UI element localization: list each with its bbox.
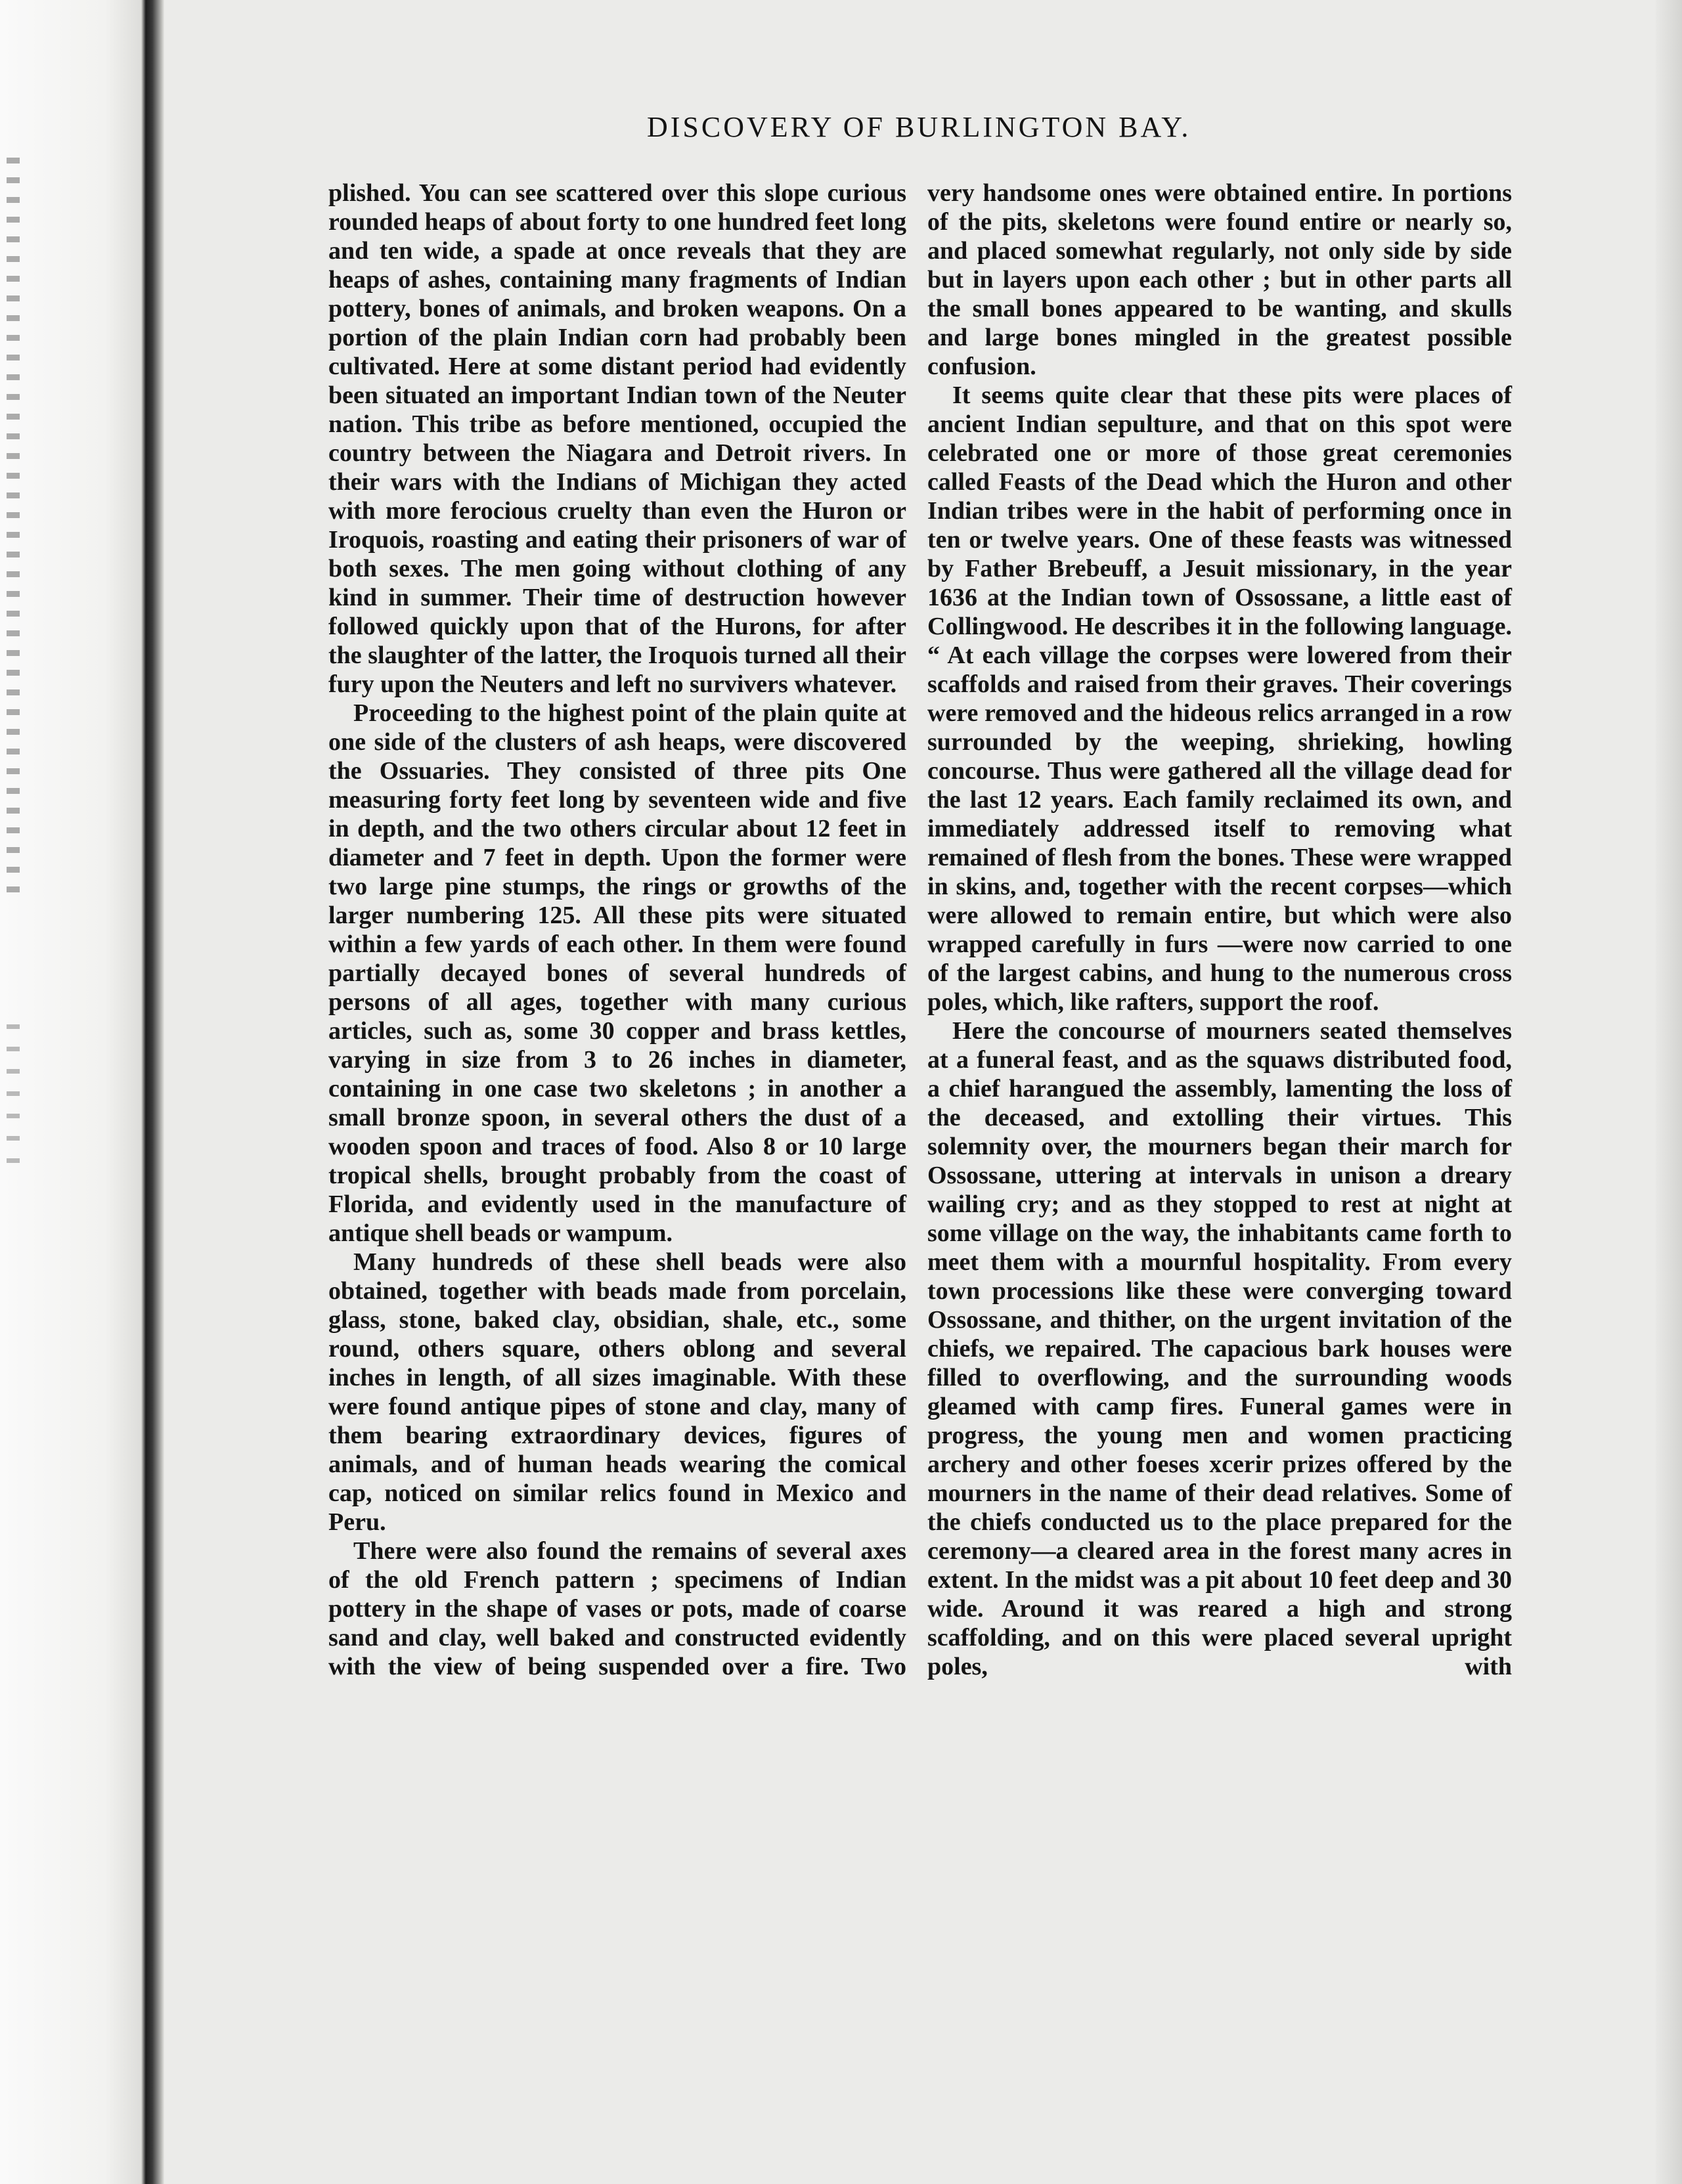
right-paragraph-1: very handsome ones were obtained entire. In portions of the pits, skeletons were found entire or nearly so, and placed somewhat regularly, not only side by side but in layers upon each other ; but in other parts all the small bones appeared to be wanting, and skulls and large bones mingled in the greatest possible confusion.: [927, 179, 1512, 380]
right-column: [927, 179, 1512, 1681]
page-right-edge: [1656, 0, 1682, 2184]
running-head: DISCOVERY OF BURLINGTON BAY.: [647, 111, 1191, 143]
gutter-marks-lower: [7, 1024, 20, 1169]
left-paragraph-2: Proceeding to the highest point of the plain quite at one side of the clusters of ash heaps, were discovered the Ossuaries. They consisted of three pits One measuring forty feet long by seventeen wide and five in depth, and the two others circular about 12 feet in diameter and 7 feet in depth. Upon the former were two large pine stumps, the rings or growths of the larger numbering 125. All these pits were situated within a few yards of each other. In them were found partially decayed bones of several hundreds of persons of all ages, together with many curious articles, such as, some 30 copper and brass kettles, varying in size from 3 to 26 inches in diameter, containing in one case two skeletons ; in another a small bronze spoon, in several others the dust of a wooden spoon and traces of food. Also 8 or 10 large tropical shells, brought probably from the coast of Florida, and evidently used in the manufacture of antique shell beads or wampum.: [328, 699, 906, 1247]
left-paragraph-4: There were also found the remains of several axes of the old French pattern ; specimens of Indian pottery in the shape of vases or pots, made of coarse sand and clay, well baked and constructed evidently with the view of being suspended over a fire. Two: [328, 1537, 906, 1680]
right-paragraph-2: It seems quite clear that these pits were places of ancient Indian sepulture, and that on this spot were celebrated one or more of those great ceremonies called Feasts of the Dead which the Huron and other Indian tribes were in the habit of performing once in ten or twelve years. One of these feasts was witnessed by Father Brebeuff, a Jesuit missionary, in the year 1636 at the Indian town of Ossossane, a little east of Collingwood. He describes it in the following language. “ At each village the corpses were lowered from their scaffolds and raised from their graves. Their coverings were removed and the hideous relics arranged in a row surrounded by the weeping, shrieking, howling concourse. Thus were gathered all the village dead for the last 12 years. Each family reclaimed its own, and immediately addressed itself to removing what remained of flesh from the bones. These were wrapped in skins, and, together with the recent corpses—which were allowed to remain entire, but which were also wrapped carefully in furs —were now carried to one of the largest cabins, and hung to the numerous cross poles, which, like rafters, support the roof.: [927, 382, 1512, 1016]
gutter-marks: [7, 158, 20, 893]
left-paragraph-1: plished. You can see scattered over this slope curious rounded heaps of about forty to one hundred feet long and ten wide, a spade at once reveals that they are heaps of ashes, containing many fragments of Indian pottery, bones of animals, and broken weapons. On a portion of the plain Indian corn had probably been cultivated. Here at some distant period had evidently been situated an important Indian town of the Neuter nation. This tribe as before mentioned, occupied the country between the Niagara and Detroit rivers. In their wars with the Indians of Michigan they acted with more ferocious cruelty than even the Huron or Iroquois, roasting and eating their prisoners of war of both sexes. The men going without clothing of any kind in summer. Their time of destruction however followed quickly upon that of the Hurons, for after the slaughter of the latter, the Iroquois turned all their fury upon the Neuters and left no survivers whatever.: [328, 179, 906, 698]
left-column: [328, 179, 906, 1681]
right-paragraph-3: Here the concourse of mourners seated themselves at a funeral feast, and as the squaws distributed food, a chief harangued the assembly, lamenting the loss of the deceased, and extolling their virtues. This solemnity over, the mourners began their march for Ossossane, uttering at intervals in unison a dreary wailing cry; and as they stopped to rest at night at some village on the way, the inhabitants came forth to meet them with a mournful hospitality. From every town processions like these were converging toward Ossossane, and thither, on the urgent invitation of the chiefs, we repaired. The capacious bark houses were filled to overflowing, and the surrounding woods gleamed with camp fires. Funeral games were in progress, the young men and women practicing archery and other foeses xcerir prizes offered by the mourners in the name of their dead relatives. Some of the chiefs conducted us to the place prepared for the ceremony—a cleared area in the forest many acres in extent. In the midst was a pit about 10 feet deep and 30 wide. Around it was reared a high and strong scaffolding, and on this were placed several upright poles, with: [927, 1017, 1512, 1680]
page-binding-edge: [0, 0, 164, 2184]
left-paragraph-3: Many hundreds of these shell beads were also obtained, together with beads made from porcelain, glass, stone, baked clay, obsidian, shale, etc., some round, others square, others oblong and several inches in length, of all sizes imaginable. With these were found antique pipes of stone and clay, many of them bearing extraordinary devices, figures of animals, and of human heads wearing the comical cap, noticed on similar relics found in Mexico and Peru.: [328, 1248, 906, 1536]
